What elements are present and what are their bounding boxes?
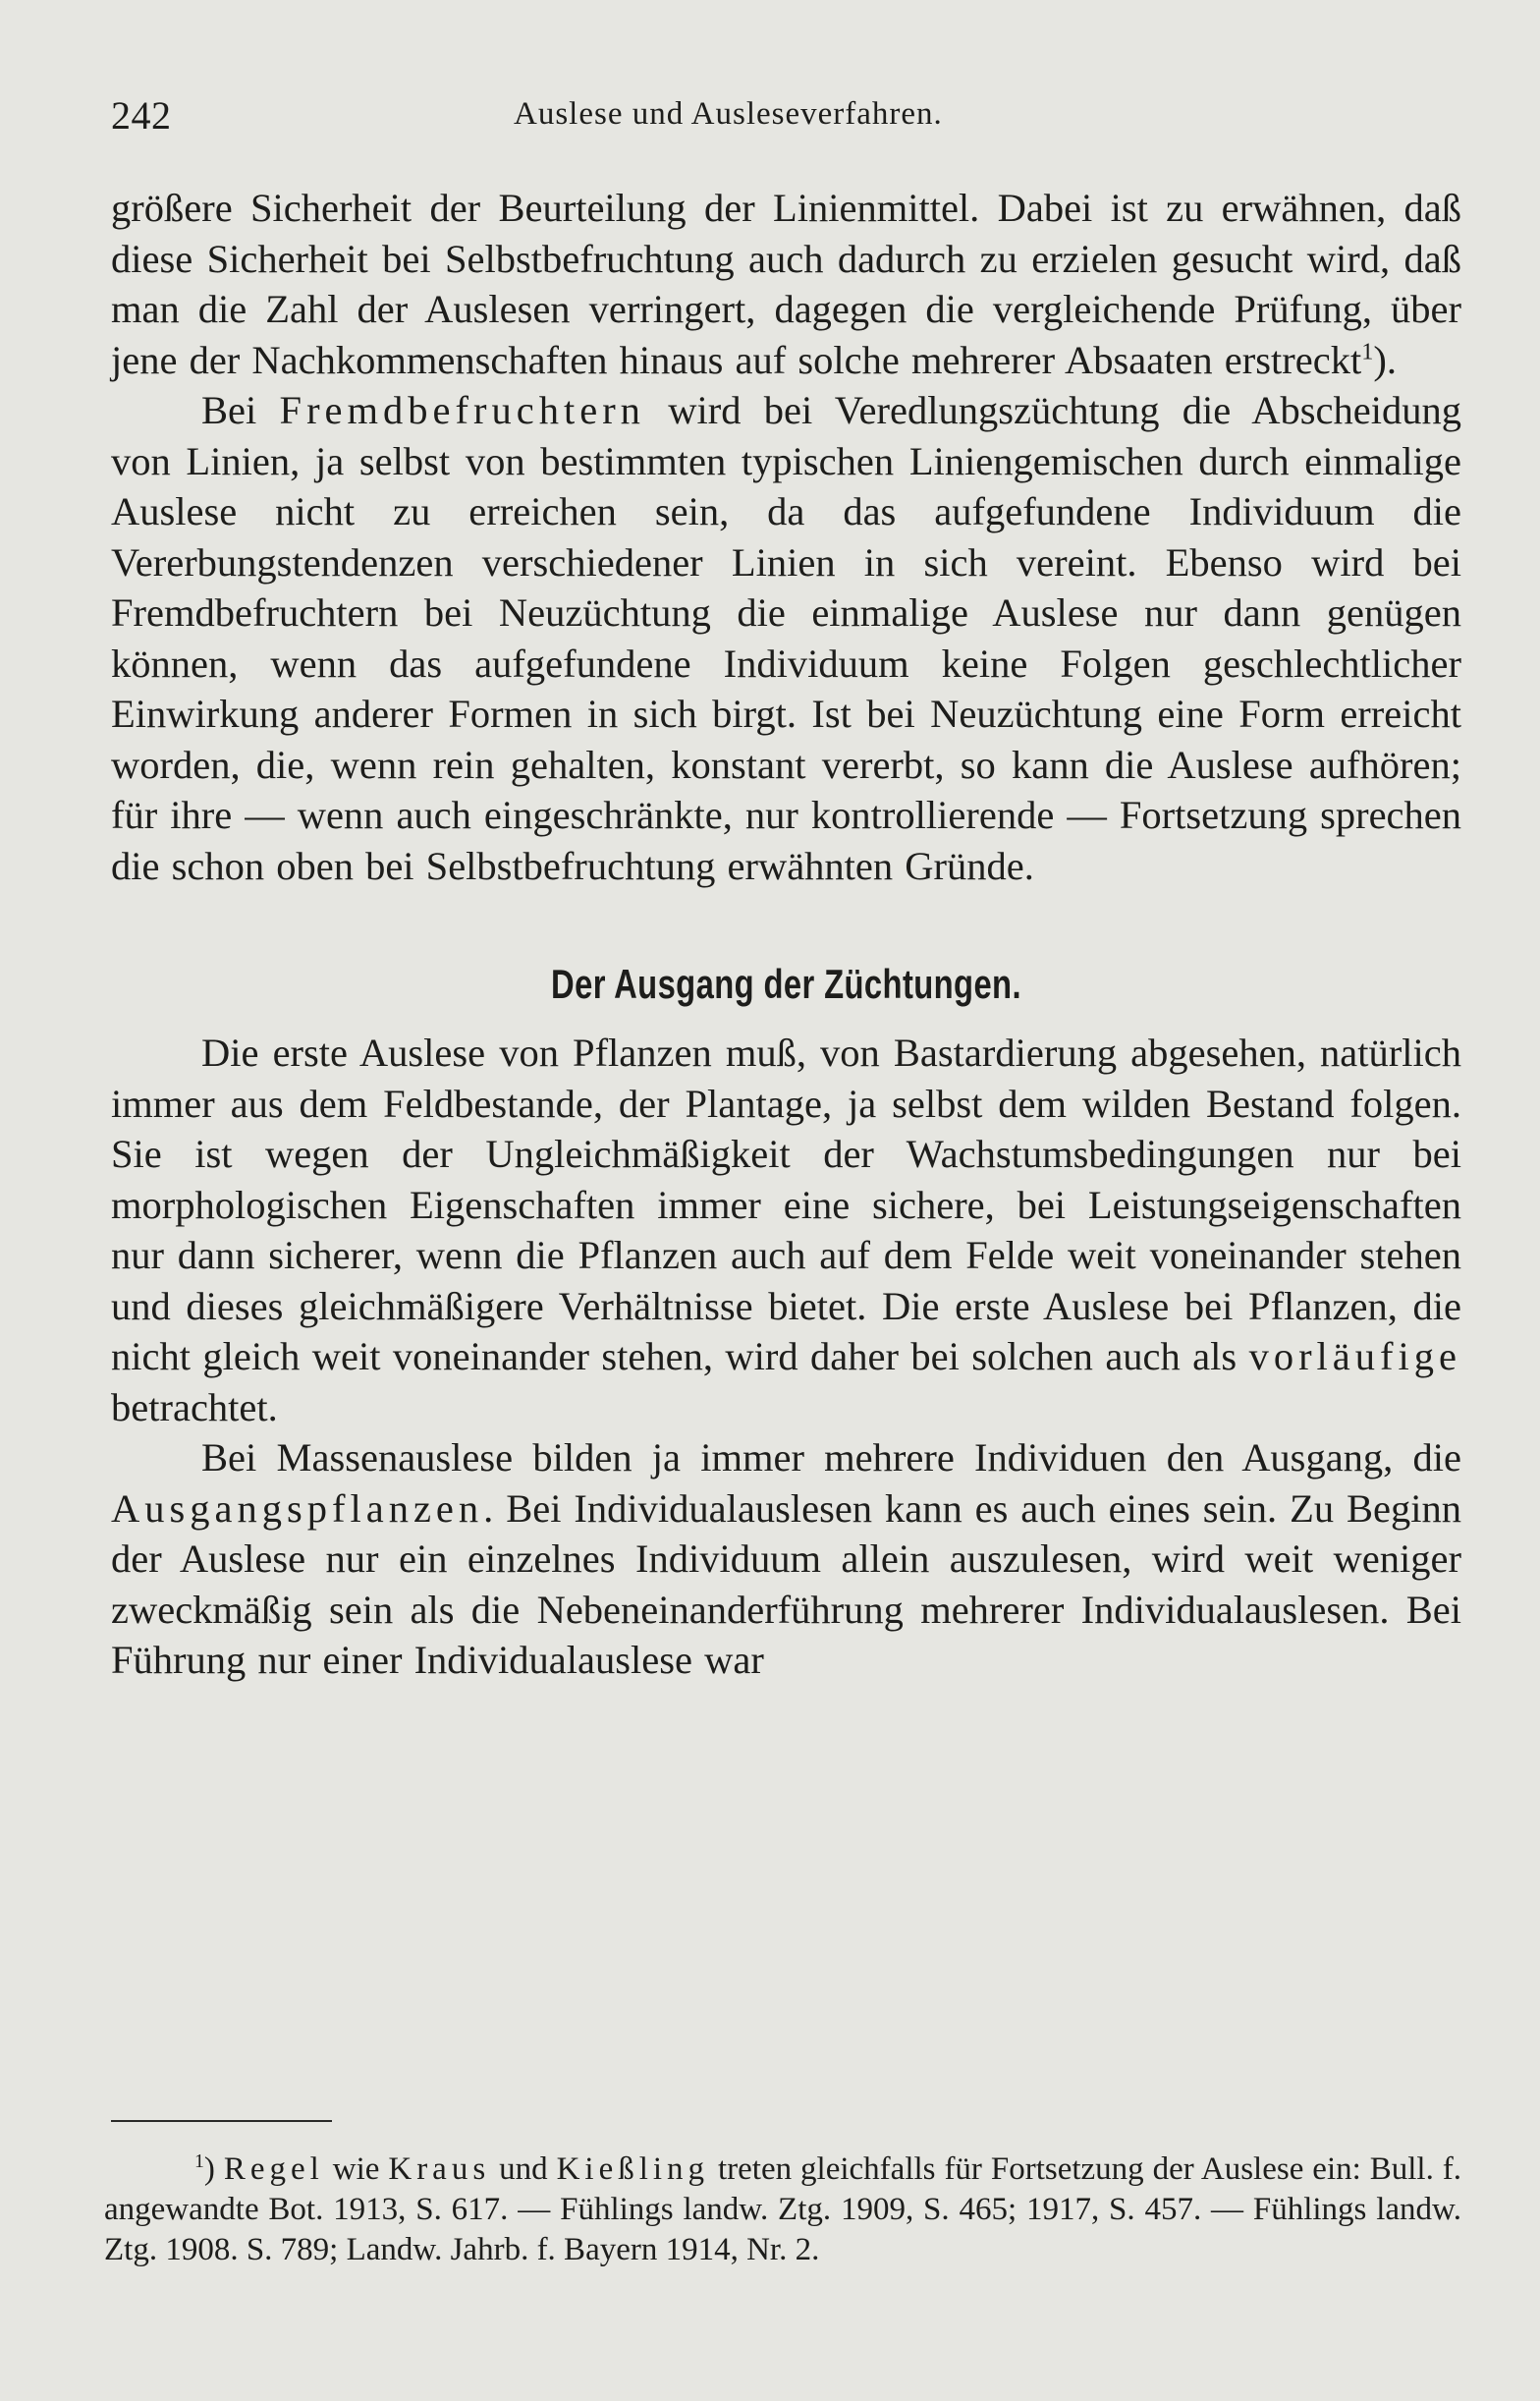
footnotes: [104, 2150, 1461, 2270]
paragraph-4-text: Bei Massenauslese bilden ja immer mehrere Individuen den Ausgang, die: [201, 1435, 1461, 1480]
page-number: 242: [111, 93, 172, 138]
footnote-text-1: wie: [323, 2151, 389, 2187]
paragraph-1: [111, 183, 1461, 385]
paragraph-2-emphasis: Fremdbefruchtern: [279, 388, 645, 432]
paragraph-2: [111, 385, 1461, 891]
running-head: Auslese und Ausleseverfahren.: [514, 96, 943, 132]
paragraph-4-end: . Bei Individualauslesen kann es auch eines sein. Zu Beginn der Auslese nur ein einzelnes Individuum allein auszulesen, wird weit weniger zweckmäßig sein als die Nebeneinanderführung mehrerer Individualauslesen. Bei Führung nur einer Individualauslese war: [111, 1485, 1461, 1682]
footnote-reference: 1: [1361, 338, 1374, 364]
paragraph-3-text: Die erste Auslese von Pflanzen muß, von Bastardierung abgesehen, natürlich immer aus dem Feldbestande, der Plantage, ja selbst dem wilden Bestand folgen. Sie ist wegen der Ungleichmäßigkeit der Wachstumsbedingungen nur bei morphologischen Eigenschaften immer eine sichere, bei Leistungseigenschaften nur dann sicherer, wenn die Pflanzen auch auf dem Felde weit voneinander stehen und dieses gleichmäßigere Verhältnisse bietet. Die erste Auslese bei Pflanzen, die nicht gleich weit voneinander stehen, wird daher bei solchen auch als: [111, 1031, 1461, 1378]
section-heading: Der Ausgang der Züchtungen.: [551, 961, 1021, 1007]
paragraph-4: [111, 1432, 1461, 1686]
paragraph-2-text: wird bei Veredlungszüchtung die Abscheidung von Linien, ja selbst von bestimmten typischen Liniengemischen durch einmalige Auslese nicht zu erreichen sein, da das aufgefundene Individuum die Vererbungstendenzen verschiedener Linien in sich vereint. Ebenso wird bei Fremdbefruchtern bei Neuzüchtung die einmalige Auslese nur dann genügen können, wenn das aufgefundene Individuum keine Folgen geschlechtlicher Einwirkung anderer Formen in sich birgt. Ist bei Neuzüchtung eine Form erreicht worden, die, wenn rein gehalten, konstant vererbt, so kann die Auslese aufhören; für ihre — wenn auch eingeschränkte, nur kontrollierende — Fortsetzung sprechen die schon oben bei Selbstbefruchtung erwähnten Gründe.: [111, 388, 1461, 888]
footnote-author-1: Regel: [223, 2151, 324, 2187]
footnote-marker: 1: [194, 2150, 204, 2172]
paragraph-1-text: größere Sicherheit der Beurteilung der Linienmittel. Dabei ist zu erwähnen, daß diese Sicherheit bei Selbstbefruchtung auch dadurch zu erzielen gesucht wird, daß man die Zahl der Auslesen verringert, dagegen die vergleichende Prüfung, über jene der Nachkommenschaften hinaus auf solche mehrerer Absaaten erstreckt: [111, 186, 1461, 382]
paragraph-3: [111, 1028, 1461, 1432]
paragraph-4-emphasis: Ausgangspflanzen: [111, 1485, 484, 1531]
footnote-text-3: treten gleichfalls für Fortsetzung der Auslese ein: Bull. f. angewandte Bot. 1913, S. 617. — Fühlings landw. Ztg. 1909, S. 465; 1917, S. 457. — Fühlings landw. Ztg. 1908. S. 789; Landw. Jahrb. f. Bayern 1914, Nr. 2.: [104, 2151, 1461, 2267]
paragraph-3-end: betrachtet.: [111, 1384, 278, 1429]
paragraph-3-emphasis: vorläufige: [1248, 1334, 1461, 1378]
page-header: [111, 92, 1461, 141]
main-text: [111, 183, 1461, 1686]
paragraph-2-lead: Bei: [201, 388, 280, 432]
footnote-divider: [111, 2120, 332, 2122]
paragraph-1-end: ).: [1373, 337, 1397, 382]
footnote-author-2: Kraus: [388, 2151, 491, 2187]
footnote-1: [104, 2150, 1461, 2270]
footnote-marker-suffix: ): [203, 2151, 215, 2187]
footnote-text-2: und: [490, 2151, 557, 2187]
footnote-author-3: Kießling: [556, 2151, 710, 2187]
